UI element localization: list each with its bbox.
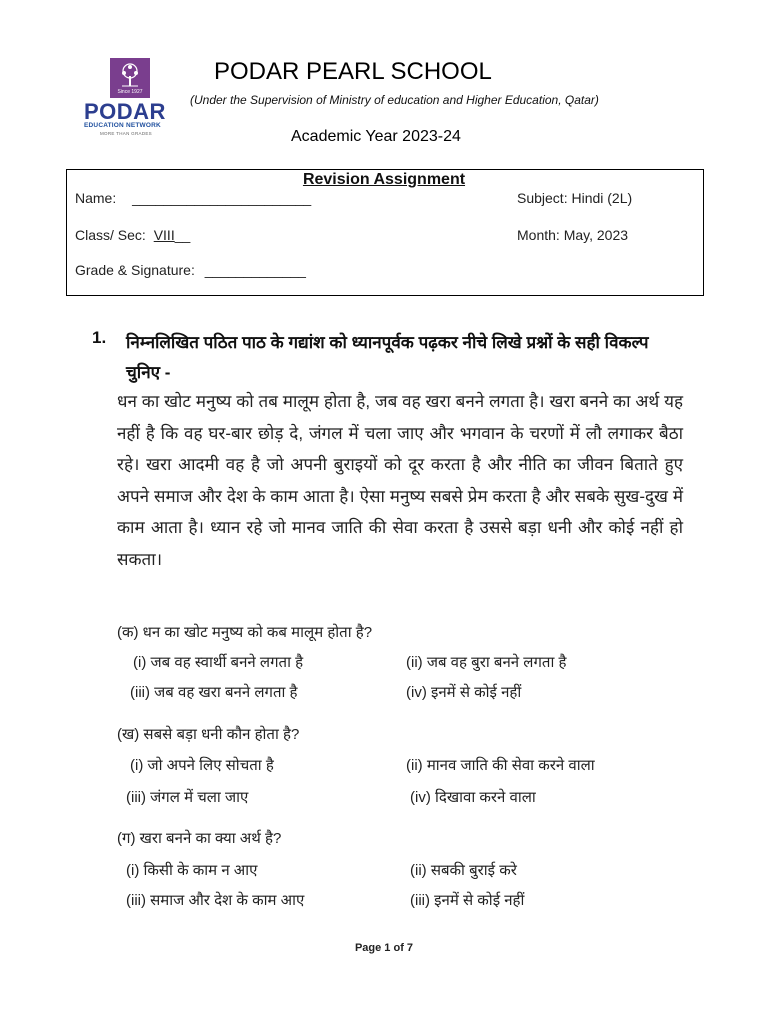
grade-label: Grade & Signature: xyxy=(75,262,195,278)
subquestion-stem: (क) धन का खोट मनुष्य को कब मालूम होता है? xyxy=(117,624,373,641)
subquestion-stem: (ग) खरा बनने का क्या अर्थ है? xyxy=(117,830,282,847)
supervision-note: (Under the Supervision of Ministry of education and Higher Education, Qatar) xyxy=(190,93,599,107)
option: (iii) समाज और देश के काम आए xyxy=(126,892,305,909)
option: (i) जब वह स्वार्थी बनने लगता है xyxy=(133,654,304,671)
assignment-title: Revision Assignment xyxy=(302,171,466,188)
logo-wordmark: PODAR xyxy=(84,99,166,124)
logo-tagline: MORE THAN GRADES xyxy=(100,131,152,136)
option: (iii) जंगल में चला जाए xyxy=(126,789,249,806)
option: (ii) सबकी बुराई करे xyxy=(410,862,517,879)
option: (i) जो अपने लिए सोचता है xyxy=(130,757,274,774)
month: Month: May, 2023 xyxy=(517,227,629,243)
option: (iii) इनमें से कोई नहीं xyxy=(410,892,525,909)
name-blank[interactable]: _______________________ xyxy=(132,190,312,206)
option: (iv) इनमें से कोई नहीं xyxy=(406,684,522,701)
school-logo-emblem xyxy=(110,58,150,98)
option: (iii) जब वह खरा बनने लगता है xyxy=(130,684,298,701)
subquestion-stem: (ख) सबसे बड़ा धनी कौन होता है? xyxy=(117,726,300,743)
passage: धन का खोट मनुष्य को तब मालूम होता है, जब वह खरा बनने लगता है। खरा बनने का अर्थ यह नहीं है कि वह घर-बार छोड़ दे, जंगल में चला जाए और भगवान के चरणों में लौ लगाकर बैठा रहे। खरा आदमी वह है जो अपनी बुराइयों को दूर करता है और नीति का जीवन बिताते हुए अपने समाज और देश के काम आता है। ऐसा मनुष्य सबसे प्रेम करता है और सबके सुख-दुख में काम आता है। ध्यान रहे जो मानव जाति की सेवा करता है उससे बड़ा धनी और कोई नहीं हो सकता। xyxy=(117,392,683,569)
academic-year: Academic Year 2023-24 xyxy=(291,128,461,145)
class-blank: __ xyxy=(174,227,191,243)
page-number: Page 1 of 7 xyxy=(354,942,414,954)
logo-network: EDUCATION NETWORK xyxy=(84,122,161,129)
name-label: Name: xyxy=(75,190,117,206)
school-name: PODAR PEARL SCHOOL xyxy=(214,58,492,85)
class-value: VIII xyxy=(153,227,175,243)
grade-row xyxy=(75,262,306,278)
option: (iv) दिखावा करने वाला xyxy=(410,789,536,806)
subject: Subject: Hindi (2L) xyxy=(517,190,633,206)
option: (i) किसी के काम न आए xyxy=(126,862,258,879)
logo-since-text: Since 1927 xyxy=(117,89,143,95)
class-row xyxy=(75,227,190,243)
question-number: 1. xyxy=(92,328,107,347)
class-label: Class/ Sec: xyxy=(75,227,146,243)
option: (ii) जब वह बुरा बनने लगता है xyxy=(406,654,567,671)
question-instruction: निम्नलिखित पठित पाठ के गद्यांश को ध्यानपूर्वक पढ़कर नीचे लिखे प्रश्नों के सही विकल्प चुनिए - xyxy=(126,333,649,382)
name-row xyxy=(75,190,311,206)
grade-blank[interactable]: _____________ xyxy=(204,262,306,278)
option: (ii) मानव जाति की सेवा करने वाला xyxy=(406,757,595,774)
